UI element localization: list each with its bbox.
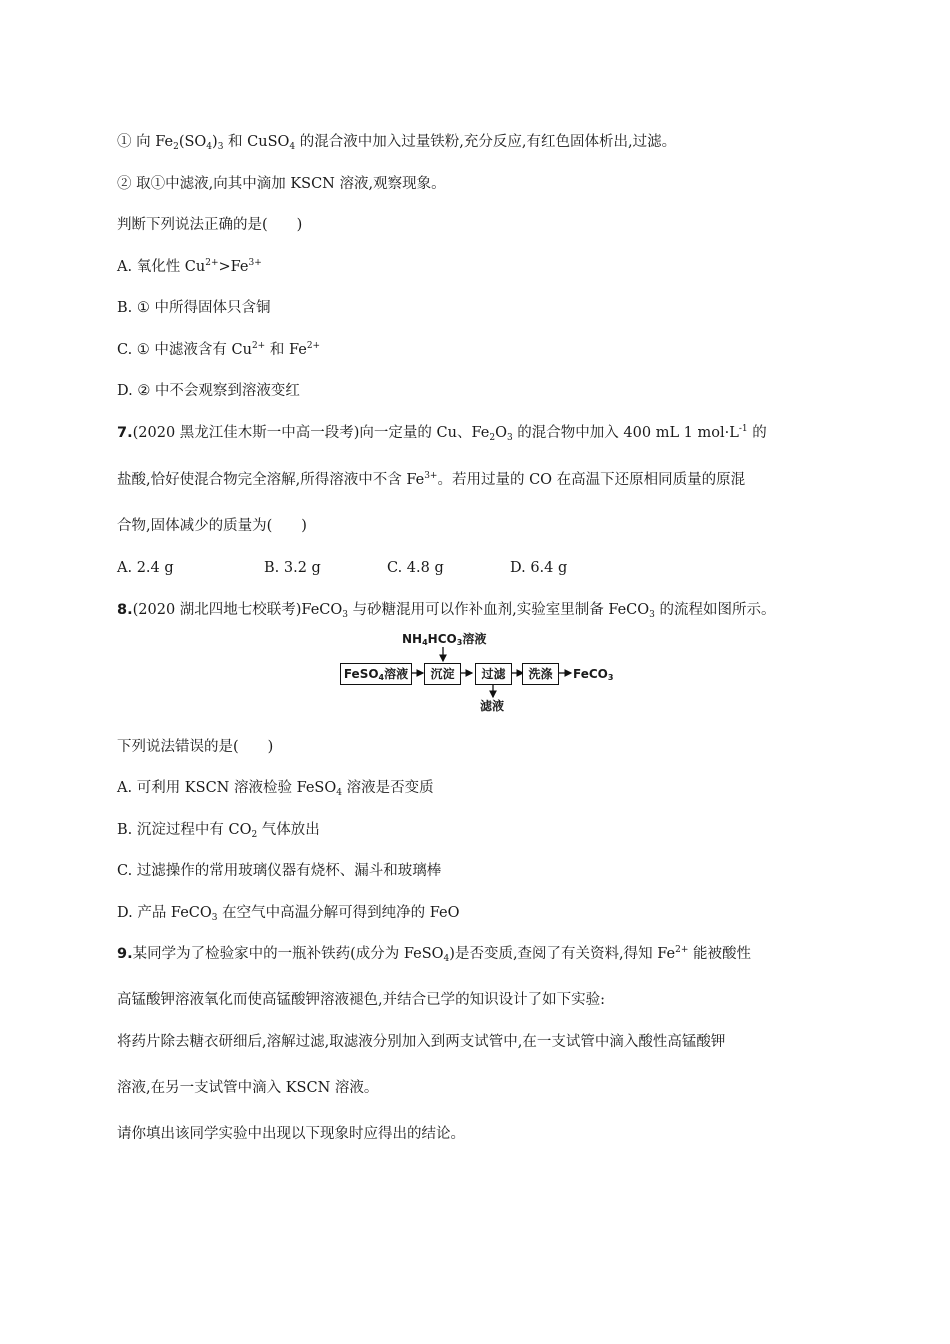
q7-option-a: A. 2.4 g [117, 560, 174, 576]
q9-number: 9. [117, 946, 133, 962]
q6-option-c: C. ① 中滤液含有 $Cu^{2+}$ 和 $Fe^{2+}$ [117, 341, 321, 358]
q7-line3: 合物,固体减少的质量为( ) [117, 518, 307, 534]
q8-stem-line: 8.(2020 湖北四地七校联考)FeCO$_3$ 与砂糖混用可以作补血剂,实验室里制备 FeCO$_3$ 的流程如图所示。 [117, 602, 776, 620]
flow-box-precipitate: 沉淀 [424, 663, 461, 685]
q8-option-d: D. 产品 FeCO$_3$ 在空气中高温分解可得到纯净的 FeO [117, 905, 460, 923]
q9-line2: 高锰酸钾溶液氧化而使高锰酸钾溶液褪色,并结合已学的知识设计了如下实验: [117, 992, 605, 1008]
flow-reagent-label: $NH_4HCO_3$溶液 [402, 632, 487, 647]
q6-step2: ② 取①中滤液,向其中滴加 KSCN 溶液,观察现象。 [117, 176, 446, 192]
q9-line1: 9.某同学为了检验家中的一瓶补铁药(成分为 FeSO$_4$)是否变质,查阅了有关资料,得知 $Fe^{2+}$ 能被酸性 [117, 945, 752, 964]
flow-product-label: FeCO$_3$ [573, 667, 614, 682]
q6-option-d: D. ② 中不会观察到溶液变红 [117, 383, 300, 399]
q6-step1: ① 向 $Fe_2(SO_4)_3$ 和 CuSO$_4$ 的混合液中加入过量铁粉,充分反应,有红色固体析出,过滤。 [117, 134, 677, 152]
q8-option-a: A. 可利用 KSCN 溶液检验 FeSO$_4$ 溶液是否变质 [117, 780, 434, 798]
q7-option-b: B. 3.2 g [264, 560, 321, 576]
q9-line5: 请你填出该同学实验中出现以下现象时应得出的结论。 [117, 1126, 465, 1142]
q7-line2: 盐酸,恰好使混合物完全溶解,所得溶液中不含 $Fe^{3+}$。若用过量的 CO 在高温下还原相同质量的原混 [117, 471, 746, 488]
q7-option-c: C. 4.8 g [387, 560, 444, 576]
q8-option-b: B. 沉淀过程中有 $CO_2$ 气体放出 [117, 822, 320, 840]
q7-option-d: D. 6.4 g [510, 560, 568, 576]
q9-line3: 将药片除去糖衣研细后,溶解过滤,取滤液分别加入到两支试管中,在一支试管中滴入酸性高锰酸钾 [117, 1034, 726, 1050]
q6-option-b: B. ① 中所得固体只含铜 [117, 300, 271, 316]
flow-box-wash: 洗涤 [522, 663, 559, 685]
q8-option-c: C. 过滤操作的常用玻璃仪器有烧杯、漏斗和玻璃棒 [117, 863, 442, 879]
q6-stem: 判断下列说法正确的是( ) [117, 217, 303, 233]
flow-diagram [340, 630, 630, 716]
flow-box-feso4: FeSO$_4$溶液 [340, 663, 412, 685]
q8-question: 下列说法错误的是( ) [117, 739, 274, 755]
q8-number: 8. [117, 602, 133, 618]
flow-filtrate-label: 滤液 [480, 699, 505, 713]
q6-option-a: A. 氧化性 $Cu^{2+}>Fe^{3+}$ [117, 258, 262, 275]
flow-box-filter: 过滤 [475, 663, 512, 685]
q9-line4: 溶液,在另一支试管中滴入 KSCN 溶液。 [117, 1080, 379, 1096]
q7-line1: 7.(2020 黑龙江佳木斯一中高一段考)向一定量的 Cu、$Fe_2O_3$ 的混合物中加入 400 mL 1 $mol\cdot L^{-1}$ 的 [117, 424, 767, 443]
q7-number: 7. [117, 425, 133, 441]
